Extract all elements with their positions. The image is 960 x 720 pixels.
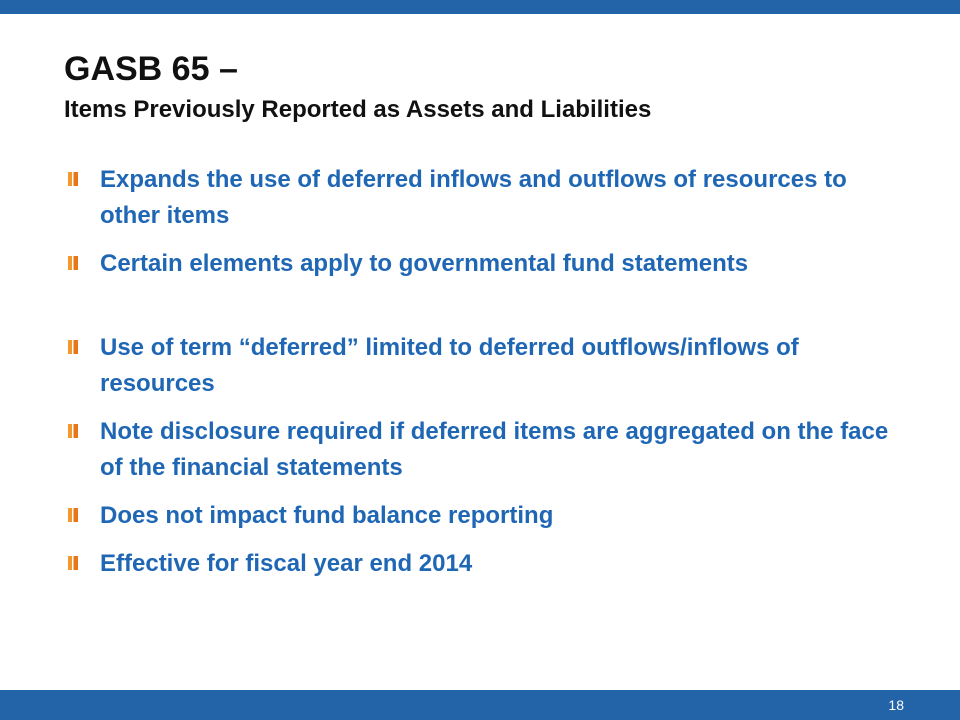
bullet-text: Certain elements apply to governmental fund statements [100, 250, 749, 277]
bullet-text: Note disclosure required if deferred items are aggregated on the face of the financial statements [100, 418, 889, 481]
bullet-square-icon [68, 256, 78, 273]
bullet-text: Does not impact fund balance reporting [100, 502, 554, 529]
footer-bar [0, 690, 960, 720]
top-accent-bar [0, 0, 960, 14]
bullet-square-icon [68, 172, 78, 189]
slide-subtitle: Items Previously Reported as Assets and Liabilities [64, 96, 652, 123]
bullet-text: Expands the use of deferred inflows and outflows of resources to other items [100, 166, 847, 229]
bullet-square-icon [68, 340, 78, 357]
bullet-text: Effective for fiscal year end 2014 [100, 550, 473, 577]
slide-title: GASB 65 – [64, 50, 238, 88]
bullet-square-icon [68, 424, 78, 441]
bullet-square-icon [68, 508, 78, 525]
page-number: 18 [888, 697, 904, 713]
bullet-text: Use of term “deferred” limited to deferred outflows/inflows of resources [100, 334, 799, 397]
bullet-square-icon [68, 556, 78, 573]
